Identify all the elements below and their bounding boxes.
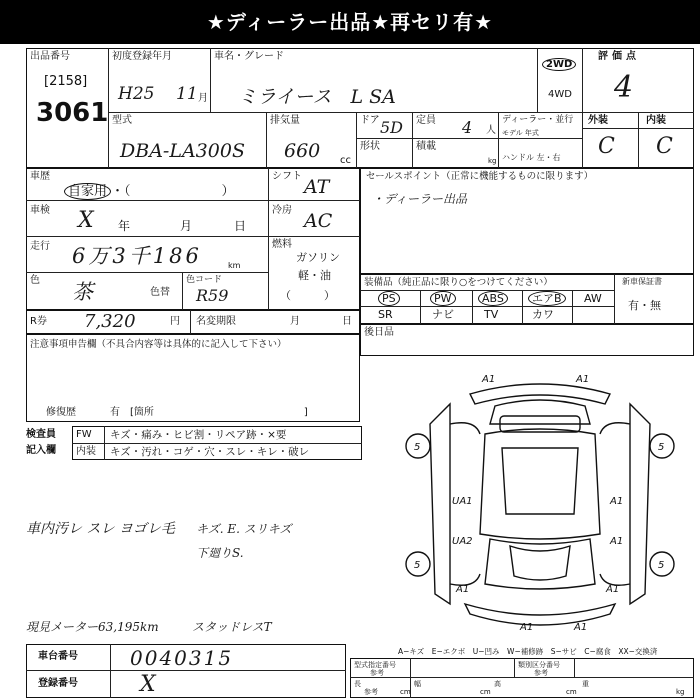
color-label: 色 [30,275,40,286]
damage-diagram [390,364,690,636]
fuel-light-oil: 軽・油 [298,269,331,282]
exterior-label: 外装 [588,115,608,126]
history-label: 車歴 [30,171,50,182]
mark-rear-bumper: A1 [520,622,534,633]
equip-pw: PW [430,291,456,306]
paint-label: 色替 [150,287,170,298]
reg-number-label: 登録番号 [38,678,78,689]
handwritten-interior: 車内汚レ スレ ヨゴレ毛 [26,521,175,537]
model-code-label: 型式指定番号 [354,661,396,669]
sales-point-value: ・ディーラー出品 [372,192,468,206]
handwritten-tire: スタッドレスT [192,620,272,634]
exterior-grade: C [598,134,615,159]
lot-label: 出品番号 [30,51,70,62]
mark-wheel-fl: 5 [414,442,421,453]
handwritten-exterior-2: 下廻りS. [196,546,244,560]
shape-label: 形状 [360,141,380,152]
page-banner: ★ディーラー出品★再セリ有★ [0,0,700,44]
mark-wheel-rl: 5 [414,560,421,571]
mark-left-door-2: UA2 [452,536,473,547]
mark-right-door-1: A1 [610,496,624,507]
later-box [360,324,694,356]
grade-label: 評価点 [598,51,640,62]
inspector-label: 検査員 [26,429,56,440]
interior-grade: C [656,134,673,159]
repair-label: 修復歴 [46,407,76,418]
fuel-gasoline: ガソリン [296,251,340,264]
warranty-value: 有・無 [628,299,661,312]
drive-2wd: 2WD [542,58,576,71]
car-name-value: ミライース L SA [238,86,396,108]
mark-front-left: A1 [482,374,496,385]
mark-front-right: A1 [576,374,590,385]
interior-label: 内装 [646,115,666,126]
equip-ps: PS [378,291,400,306]
equip-sr: SR [378,308,393,321]
doors-label: ドア [360,115,380,126]
drive-4wd: 4WD [548,89,572,100]
aircon-label: 冷房 [272,205,292,216]
equip-airbag: エアB [528,291,566,306]
mark-wheel-fr: 5 [658,442,665,453]
car-name-label: 車名・グレード [214,51,284,62]
color-value: 茶 [72,280,93,304]
equip-aw: AW [584,292,602,305]
mark-left-door-1: UA1 [452,496,473,507]
inspection-label: 車検 [30,205,50,216]
category-label: 類別区分番号 [518,661,560,669]
grade-value: 4 [614,70,634,105]
handwritten-exterior-1: キズ. E. スリキズ [196,522,292,536]
load-label: 積載 [416,141,436,152]
history-value: 自家用 [64,183,111,200]
capacity-value: 4 [462,118,473,137]
equip-abs: ABS [478,291,508,306]
lot-code: [2158] [44,74,88,89]
aircon-value: AC [304,210,333,232]
sales-point-box [360,168,694,274]
recycle-label: R券 [30,316,47,327]
recycle-value: 7,320 [84,311,136,332]
capacity-label: 定員 [416,115,436,126]
shift-value: AT [304,176,330,198]
mark-rear-left: A1 [456,584,470,595]
model-label: 型式 [112,115,132,126]
handle-label: ハンドル [502,153,534,162]
mark-rear-bumper-2: A1 [574,622,588,633]
notes-label: 注意事項申告欄（不具合内容等は具体的に記入して下さい） [30,339,287,350]
model-value: DBA-LA300S [120,140,245,162]
warranty-label: 新車保証書 [622,277,662,286]
inspector-exterior-options: キズ・痛み・ヒビ割・リペア跡・×要 [110,429,287,441]
mark-rear-right: A1 [606,584,620,595]
mileage-label: 走行 [30,241,50,252]
sales-point-label: セールスポイント（正常に機能するものに限ります） [366,171,594,182]
lot-number: 3061 [36,98,109,128]
reg-number-value: X [140,672,156,697]
equip-tv: TV [484,308,499,321]
name-change-label: 名変期限 [196,316,236,327]
color-code-value: R59 [196,286,229,305]
displacement-value: 660 [284,140,321,162]
handle-options: 左・右 [536,153,561,162]
inspector-entry-label: 記入欄 [26,445,56,456]
registration-year: H25 [118,84,155,104]
fuel-label: 燃料 [272,239,292,250]
mark-wheel-rr: 5 [658,560,665,571]
equipment-label: 装備品（純正品に限り○をつけてください） [364,277,553,288]
equip-leather: カワ [532,308,554,321]
dealer-label: ディーラー・並行 [502,115,574,125]
chassis-value: 0040315 [130,646,234,670]
shift-label: シフト [272,171,302,182]
inspection-value: X [78,208,94,233]
registration-label: 初度登録年月 [112,51,172,62]
handwritten-meter: 現見メーター63,195km [26,620,159,634]
inspector-interior-options: キズ・汚れ・コゲ・穴・スレ・キレ・破レ [110,446,310,458]
registration-month: 11 [176,84,198,104]
displacement-label: 排気量 [270,115,300,126]
doors-value: 5D [380,118,404,137]
diagram-legend: A−キズ E−エクボ U−凹み W−補修跡 S−サビ C−腐食 XX−交換済 [398,647,658,656]
mileage-value: 6万3千186 [72,244,202,268]
model-year-label: モデル 年式 [502,129,539,137]
later-label: 後日品 [364,327,394,338]
repair-location: [箇所 ] [130,407,308,418]
repair-value: 有 [110,407,120,418]
color-code-label: 色コード [186,275,223,285]
recycle-box [26,310,360,334]
equip-navi: ナビ [432,308,454,321]
chassis-label: 車台番号 [38,651,78,662]
mark-right-door-2: A1 [610,536,624,547]
